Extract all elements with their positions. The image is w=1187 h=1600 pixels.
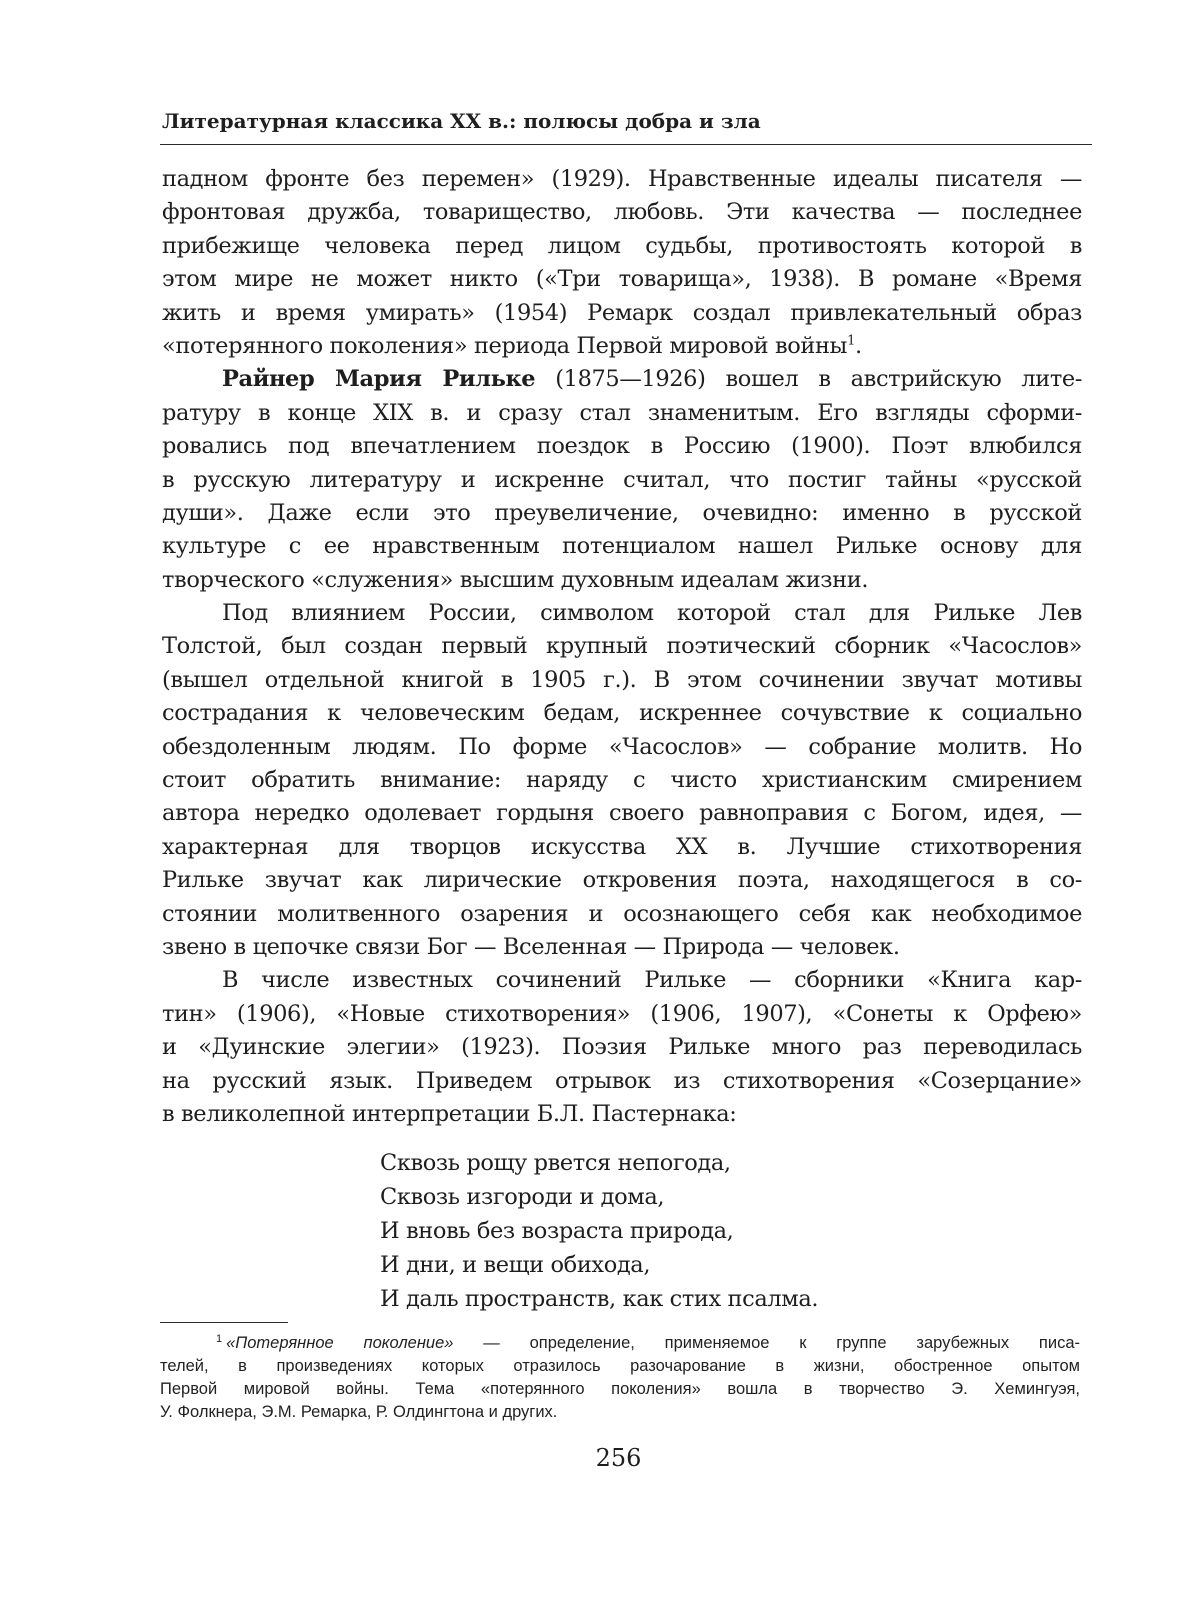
poem-line: Сквозь рощу рвется непогода, bbox=[380, 1150, 731, 1176]
text-line: характерная для творцов искусства XX в. Лучшие стихотворения bbox=[162, 833, 1082, 860]
footnote-line bbox=[160, 1332, 1080, 1355]
footnote-rule bbox=[160, 1322, 288, 1323]
text-line: фронтовая дружба, товарищество, любовь. Эти качества — последнее bbox=[162, 199, 1082, 226]
person-name: Райнер Мария Рильке bbox=[222, 366, 536, 393]
body-text bbox=[162, 163, 1082, 1131]
text-line: Толстой, был создан первый крупный поэтический сборник «Часослов» bbox=[162, 633, 1082, 660]
text-line: Под влиянием России, символом которой стал для Рильке Лев bbox=[222, 600, 1082, 627]
text-fragment: . bbox=[854, 332, 862, 359]
poem-line: И даль пространств, как стих псалма. bbox=[380, 1286, 819, 1312]
text-line: жить и время умирать» (1954) Ремарк создал привлекательный образ bbox=[162, 299, 1082, 326]
text-line: звено в цепочке связи Бог — Вселенная — Природа — человек. bbox=[162, 933, 900, 960]
text-line: сострадания к человеческим бедам, искреннее сочувствие к социально bbox=[162, 700, 1082, 727]
text-fragment: — определение, применяемое к группе зарубежных писа- bbox=[453, 1334, 1080, 1352]
text-line: ратуру в конце XIX в. и сразу стал знаменитым. Его взгляды сформи- bbox=[162, 399, 1082, 426]
text-line: души». Даже если это преувеличение, очевидно: именно в русской bbox=[162, 499, 1082, 526]
header-rule bbox=[160, 144, 1092, 145]
text-line: культуре с ее нравственным потенциалом нашел Рильке основу для bbox=[162, 533, 1082, 560]
poem-line: И вновь без возраста природа, bbox=[380, 1218, 734, 1244]
text-line: этом мире не может никто («Три товарища», 1938). В романе «Время bbox=[162, 266, 1082, 293]
poem-line: Сквозь изгороди и дома, bbox=[380, 1184, 665, 1210]
text-line: и «Дуинские элегии» (1923). Поэзия Рильке много раз переводилась bbox=[162, 1034, 1082, 1061]
text-fragment: «потерянного поколения» периода Первой мировой войны bbox=[162, 332, 848, 359]
footnote-line: телей, в произведениях которых отразилось разочарование в жизни, обостренное опытом bbox=[160, 1357, 1080, 1375]
text-line: (вышел отдельной книгой в 1905 г.). В этом сочинении звучат мотивы bbox=[162, 666, 1082, 693]
page-number-container bbox=[0, 1443, 1187, 1473]
text-line: падном фронте без перемен» (1929). Нравственные идеалы писателя — bbox=[162, 166, 1082, 192]
footnote-reference: 1 bbox=[847, 333, 855, 349]
text-line bbox=[162, 330, 1082, 363]
poem-line: И дни, и вещи обихода, bbox=[380, 1252, 651, 1278]
text-line: В числе известных сочинений Рильке — сборники «Книга кар- bbox=[222, 967, 1082, 994]
text-line: автора нередко одолевает гордыня своего равноправия с Богом, идея, — bbox=[162, 800, 1082, 827]
footnote bbox=[160, 1332, 1080, 1424]
text-fragment: (1875—1926) вошел в австрийскую лите- bbox=[535, 366, 1083, 393]
text-line: стоянии молитвенного озарения и осознающего себя как необходимое bbox=[162, 900, 1082, 927]
page-number: 256 bbox=[595, 1444, 642, 1472]
footnote-term: «Потерянное поколение» bbox=[226, 1334, 454, 1352]
text-line: стоит обратить внимание: наряду с чисто христианским смирением bbox=[162, 767, 1082, 794]
text-line: творческого «служения» высшим духовным идеалам жизни. bbox=[162, 566, 869, 593]
text-line: в русскую литературу и искренне считал, что постиг тайны «русской bbox=[162, 466, 1082, 493]
text-line: Рильке звучат как лирические откровения поэта, находящегося в со- bbox=[162, 867, 1082, 894]
footnote-line: Первой мировой войны. Тема «потерянного поколения» вошла в творчество Э. Хемингуэя, bbox=[160, 1380, 1080, 1398]
text-line: прибежище человека перед лицом судьбы, противостоять которой в bbox=[162, 232, 1082, 259]
text-line: тин» (1906), «Новые стихотворения» (1906, 1907), «Сонеты к Орфею» bbox=[162, 1000, 1082, 1027]
text-line: ровались под впечатлением поездок в Россию (1900). Поэт влюбился bbox=[162, 433, 1082, 460]
text-line: в великолепной интерпретации Б.Л. Пастернака: bbox=[162, 1100, 737, 1127]
text-line: обездоленным людям. По форме «Часослов» — собрание молитв. Но bbox=[162, 733, 1082, 760]
text-line: на русский язык. Приведем отрывок из стихотворения «Созерцание» bbox=[162, 1067, 1082, 1094]
poem-excerpt bbox=[380, 1146, 818, 1316]
footnote-line: У. Фолкнера, Э.М. Ремарка, Р. Олдингтона и других. bbox=[160, 1403, 558, 1421]
running-head: Литературная классика XX в.: полюсы добра и зла bbox=[162, 109, 761, 133]
text-line bbox=[162, 363, 1082, 396]
footnote-mark: 1 bbox=[216, 1332, 223, 1345]
